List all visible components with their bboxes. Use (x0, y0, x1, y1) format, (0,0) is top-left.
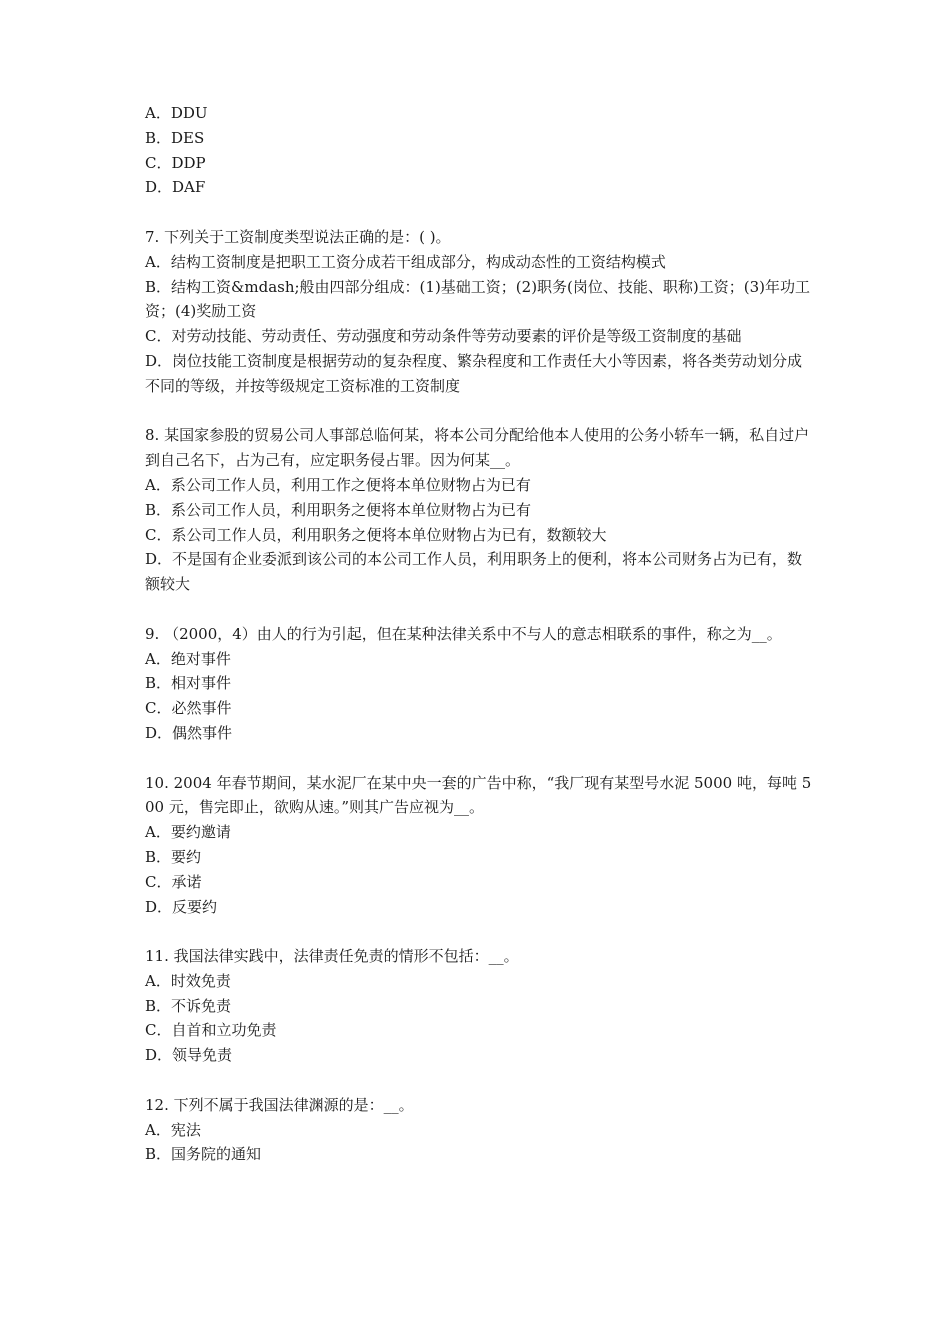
option-a: A．DDU (145, 104, 208, 122)
question-stem: 12. 下列不属于我国法律渊源的是：__。 (145, 1095, 414, 1114)
question-stem: 10. 2004 年春节期间，某水泥厂在某中央一套的广告中称，“我厂现有某型号水泥 5000 吨，每吨 500 元，售完即止，欲购从速。”则其广告应视为__。 (145, 773, 812, 817)
question-10 (145, 771, 815, 920)
option-d: D．偶然事件 (145, 723, 233, 742)
spacer (145, 746, 815, 771)
question-stem: 7. 下列关于工资制度类型说法正确的是：( )。 (145, 227, 451, 246)
document-content (145, 101, 815, 1167)
question-stem: 9. （2000，4）由人的行为引起，但在某种法律关系中不与人的意志相联系的事件，称之为__。 (145, 624, 782, 643)
spacer (145, 1068, 815, 1093)
option-b: B．系公司工作人员，利用职务之便将本单位财物占为已有 (145, 500, 532, 519)
option-b: B．要约 (145, 847, 202, 866)
spacer (145, 597, 815, 622)
option-b: B．国务院的通知 (145, 1145, 262, 1164)
question-11 (145, 944, 815, 1068)
option-a: A．结构工资制度是把职工工资分成若干组成部分，构成动态性的工资结构模式 (145, 252, 666, 271)
spacer (145, 399, 815, 424)
option-d: D．岗位技能工资制度是根据劳动的复杂程度、繁杂程度和工作责任大小等因素，将各类劳动划分成不同的等级，并按等级规定工资标准的工资制度 (145, 351, 803, 395)
question-stem: 8. 某国家参股的贸易公司人事部总临何某，将本公司分配给他本人使用的公务小轿车一辆，私自过户到自己名下，占为己有，应定职务侵占罪。因为何某__。 (145, 426, 810, 470)
spacer (145, 919, 815, 944)
option-a: A．要约邀请 (145, 823, 231, 842)
option-b: B．结构工资&mdash;般由四部分组成：(1)基础工资；(2)职务(岗位、技能、职称)工资；(3)年功工资；(4)奖励工资 (145, 277, 811, 321)
option-c: C．对劳动技能、劳动责任、劳动强度和劳动条件等劳动要素的评价是等级工资制度的基础 (145, 327, 742, 346)
question-9 (145, 622, 815, 746)
option-d: D．DAF (145, 178, 206, 197)
option-a: A．时效免责 (145, 971, 231, 990)
option-c: C．自首和立功免责 (145, 1021, 277, 1040)
question-7 (145, 225, 815, 399)
spacer (145, 200, 815, 225)
option-b: B．DES (145, 128, 205, 147)
option-d: D．不是国有企业委派到该公司的本公司工作人员，利用职务上的便利，将本公司财务占为已有，数额较大 (145, 550, 803, 594)
option-c: C．DDP (145, 153, 206, 172)
option-a: A．绝对事件 (145, 649, 231, 668)
option-a: A．宪法 (145, 1120, 201, 1139)
option-c: C．系公司工作人员，利用职务之便将本单位财物占为已有，数额较大 (145, 525, 607, 544)
question-8 (145, 423, 815, 597)
option-b: B．相对事件 (145, 674, 232, 693)
question-stem: 11. 我国法律实践中，法律责任免责的情形不包括：__。 (145, 947, 519, 966)
option-a: A．系公司工作人员，利用工作之便将本单位财物占为已有 (145, 475, 531, 494)
option-b: B．不诉免责 (145, 996, 232, 1015)
option-d: D．反要约 (145, 897, 218, 916)
option-c: C．必然事件 (145, 699, 232, 718)
option-c: C．承诺 (145, 872, 202, 891)
question-12 (145, 1093, 815, 1167)
question-6-options (145, 101, 815, 200)
option-d: D．领导免责 (145, 1046, 233, 1065)
